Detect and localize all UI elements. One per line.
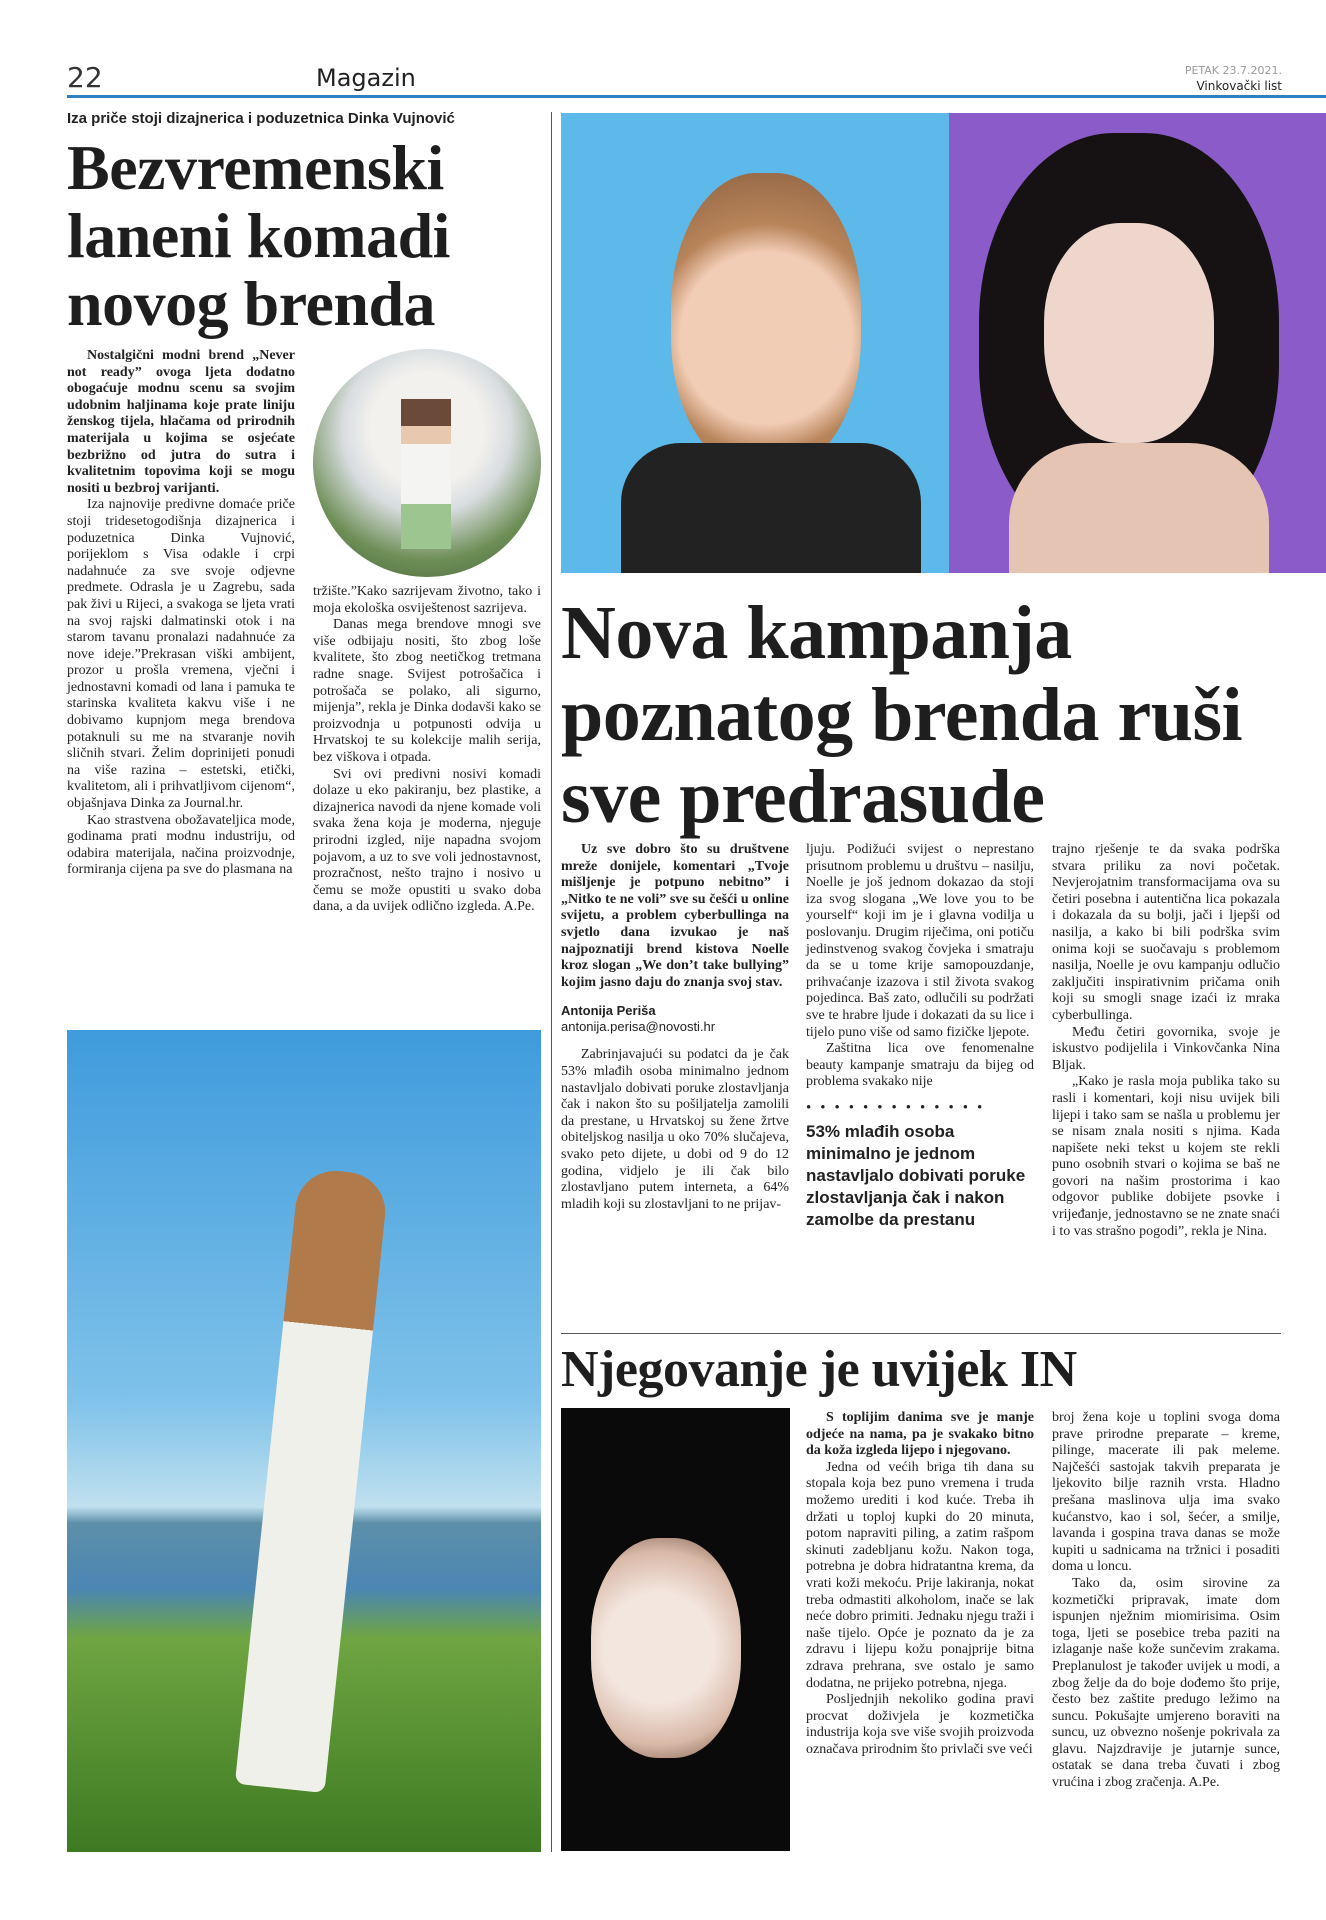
article1-lead: Nostalgični modni brend „Never not ready” ovoga ljeta dodatno obogaćuje modnu scenu sa svojim udobnim haljinama koje prate liniju ženskog tijela, hlačama od prirodnih materijala u kojima se osjećate bezbrižno od jutra do sutra i kvalitetnim topovima koji se mogu nositi u bezbroj varijanti. <box>67 348 295 496</box>
article3-paragraph: Posljednjih nekoliko godina pravi procvat doživjela je kozmetička industrija koja sve više svojih proizvoda označava prirodnim što privlači sve veći <box>806 1692 1034 1757</box>
column-divider <box>551 112 552 1852</box>
article1-column-2 <box>313 584 541 916</box>
author-name: Antonija Periša <box>561 1003 656 1019</box>
article3-column-3 <box>1052 1410 1280 1792</box>
article1-headline: Bezvremenski laneni komadi novog brenda <box>67 132 450 339</box>
article2-paragraph: trajno rješenje te da svaka podrška stvara priliku za novi početak. Nevjerojatnim transformacijama ova su četiri posebna i autentična lica pokazala i dokazala da su bolji, jači i ljepši od nasilja, a kako bi bili podrška svim onima koji se suočavaju s problemom nasilja, Noelle je ovu kampanju odlučio zaključiti inspirativnim pričama onih koji su smogli snage izaći iz mraka cyberbullinga. <box>1052 842 1280 1023</box>
article2-column-3 <box>1052 842 1280 1240</box>
tattooed-shoulder <box>1009 443 1269 573</box>
article2-column-1 <box>561 842 789 1213</box>
article2-paragraph: „Kako je rasla moja publika tako su rasli i komentari, koji nisu uvijek bili lijepi i tako sam se našla u problemu jer se nisam znala nositi s njima. Kada napišete neki tekst u kojem ste rekli puno osobnih stvari o kojima se baš ne govori na našim prostorima i kao odgovor publike dobijete psovke i vrijeđanje, jednostavno se ne znate snaći i to vas strašno pogodi”, rekla je Nina. <box>1052 1074 1280 1239</box>
article2-paragraph: Zaštitna lica ove fenomenalne beauty kampanje smatraju da bijeg od problema svakako nije <box>806 1041 1034 1090</box>
article3-column-2 <box>806 1410 1034 1758</box>
article1-column-1 <box>67 348 295 879</box>
article1-kicker: Iza priče stoji dizajnerica i poduzetnica Dinka Vujnović <box>67 110 455 127</box>
pullquote-dots: ••••••••••••• <box>806 1099 992 1116</box>
leather-jacket <box>621 443 921 573</box>
article1-paragraph: Iza najnovije predivne domaće priče stoji tridesetogodišnja dizajnerica i poduzetnica Dinka Vujnović, porijeklom s Visa odakle i crpi nadahnuće za sve svoje odjevne predmete. Odrasla je u Zagrebu, sada pak živi u Rijeci, a svakoga se ljeta vrati na svoj rajski dalmatinski otok i na starom tavanu pronalazi nadahnuće za nove ideje.”Prekrasan viški ambijent, prozor u prošla vremena, vječni i jednostavni komadi od lana i pamuka te starinska kvaliteta kakvu više i ne dobivamo kupnjom mega brendova potaknuli su me na stvaranje novih sličnih stvari. Želim doprinijeti ponudi na više razina – estetski, etički, kvalitetom, ali i prihvatljivom cijenom“, objašnjava Dinka za Journal.hr. <box>67 497 295 812</box>
header-rule <box>67 95 1326 98</box>
article1-paragraph: tržište.”Kako sazrijevam životno, tako i moja ekološka osviještenost sazrijeva. <box>313 584 541 616</box>
model-figure <box>235 1167 389 1793</box>
article2-column-2 <box>806 842 1034 1231</box>
article2-paragraph: Među četiri govornika, svoje je iskustvo podijelila i Vinkovčanka Nina Bljak. <box>1052 1024 1280 1073</box>
model-figure <box>401 399 451 549</box>
campaign-photo-blue <box>561 113 949 573</box>
article1-paragraph: Danas mega brendove mnogi sve više odbijaju nositi, što zbog loše kvalitete, što zbog neetičkog tretmana radne snage. Svijest potrošačica i potrošača se polako, ali sigurno, mijenja”, rekla je Dinka dodavši kako se proizvodnja u potpunosti odvija u Hrvatskoj te su kolekcije malih serija, bez viškova i otpada. <box>313 617 541 765</box>
newspaper-name: Vinkovački list <box>1196 79 1282 93</box>
model-face <box>671 173 861 473</box>
article-separator <box>561 1333 1281 1334</box>
model-in-meadow-photo <box>67 1030 541 1852</box>
model-face <box>591 1538 741 1758</box>
article2-paragraph: ljuju. Podižući svijest o neprestano prisutnom problemu u društvu – nasilju, Noelle je još jednom dokazao da stoji iza svog slogana „We love you to be yourself“ koji im je i glavna vodilja u poslovanju. Drugim riječima, oni potiču jedinstvenog svakog čovjeka i smatraju da se u tome krije samopouzdanje, prihvaćanje izazova i stil života svakog pojedinca. Baš zato, odlučili su podržati sve te hrabre ljude i dokazati da su lice i tijelo puno više od samo fizičke ljepote. <box>806 842 1034 1040</box>
author-email[interactable]: antonija.perisa@novosti.hr <box>561 1019 716 1035</box>
article3-paragraph: broj žena koje u toplini svoga doma prave prirodne preparate – kreme, pilinge, macerate ili pak meleme. Najčešći sastojak takvih preparata je ljekovito bilje raznih vrsta. Hladno prešana maslinova ulja ima svako kućanstvo, kao i sol, šećer, a smilje, lavanda i gospina trava danas se može kupiti u sadnicama na tržnici i posaditi doma u loncu. <box>1052 1410 1280 1575</box>
article3-paragraph: Tako da, osim sirovine za kozmetički pripravak, imate dom ispunjen nježnim miomirisima. Osim toga, ljeti se posebice treba paziti na izlaganje naše kože sunčevim zrakama. Preplanulost je također uvijek u modi, a zbog želje da do boje dođemo što prije, često bez zaštite predugo ležimo na suncu. Pokušajte umjereno boraviti na suncu, uz obvezno nošenje pokrivala za glavu. Najzdravije je jutarnje sunce, ostatak se dana treba čuvati i zbog vrućina i zbog zračenja. A.Pe. <box>1052 1575 1280 1791</box>
article2-lead: Uz sve dobro što su društvene mreže donijele, komentari „Tvoje mišljenje je potpuno nebitno” i „Nitko te ne voli” sve su češći u online svijetu, a problem cyberbullinga na svjetlo dana izvukao je naš najpoznatiji brend kistova Noelle kroz slogan „We don’t take bullying” kojim jasno daju do znanja svoj stav. <box>561 842 789 990</box>
skincare-face-photo <box>561 1408 790 1851</box>
article3-lead: S toplijim danima sve je manje odjeće na nama, pa je svakako bitno da koža izgleda lijepo i njegovano. <box>806 1410 1034 1459</box>
page-number: 22 <box>67 61 103 94</box>
section-title: Magazin <box>316 64 416 92</box>
article2-headline: Nova kampanja poznatog brenda ruši sve predrasude <box>561 591 1243 839</box>
designer-portrait-photo <box>313 349 541 577</box>
model-face <box>1044 223 1214 443</box>
article2-paragraph: Zabrinjavajući su podatci da je čak 53% mlađih osoba minimalno jednom nastavljalo dobivati poruke zlostavljanja čak i nakon što su pošiljatelja zamolili da prestane, u Hrvatskoj su žene žrtve obiteljskog nasilja u oko 70% slučajeva, svako peto dijete, u dobi od 9 do 12 godina, vidjelo je ili čak bilo zlostavljano putem interneta, a 64% mladih koji su zlostavljani to ne prijav- <box>561 1047 789 1212</box>
pullquote: 53% mlađih osoba minimalno je jednom nastavljalo dobivati poruke zlostavljanja čak i nakon zamolbe da prestanu <box>806 1121 1026 1229</box>
article1-paragraph: Kao strastvena obožavateljica mode, godinama prati modnu industriju, od odabira materijala, načina proizvodnje, formiranja cijena pa sve do plasmana na <box>67 812 295 878</box>
article3-paragraph: Jedna od većih briga tih dana su stopala koja bez puno vremena i truda možemo urediti i kod kuće. Treba ih držati u toploj kupki do 20 minuta, potom napraviti piling, a zatim rašpom skinuti zadebljanu kožu. Nakon toga, potrebna je dobra hidratantna krema, da vrati koži mekoću. Prije lakiranja, nokat treba odmastiti alkoholom, inače se lak neće dobro primiti. Jednaku njegu traži i naše tijelo. Opće je poznato da je za zdravu i lijepu kožu ponajprije bitna zdrava prehrana, sve ostalo je samo dodatna, ne prijeko potrebna, njega. <box>806 1459 1034 1691</box>
article3-headline: Njegovanje je uvijek IN <box>561 1341 1077 1398</box>
issue-date: PETAK 23.7.2021. <box>1184 64 1282 77</box>
campaign-photo-purple <box>949 113 1326 573</box>
article1-paragraph: Svi ovi predivni nosivi komadi dolaze u eko pakiranju, bez plastike, a dizajnerica navodi da njene komade voli svaka žena koja je moderna, njeguje prirodni izgled, nije napadna svojom pojavom, a uz to sve voli jednostavnost, prozračnost, nešto trajno i nosivo u čemu se može opustiti u svako doba dana, a da uvijek odlično izgleda. A.Pe. <box>313 766 541 915</box>
